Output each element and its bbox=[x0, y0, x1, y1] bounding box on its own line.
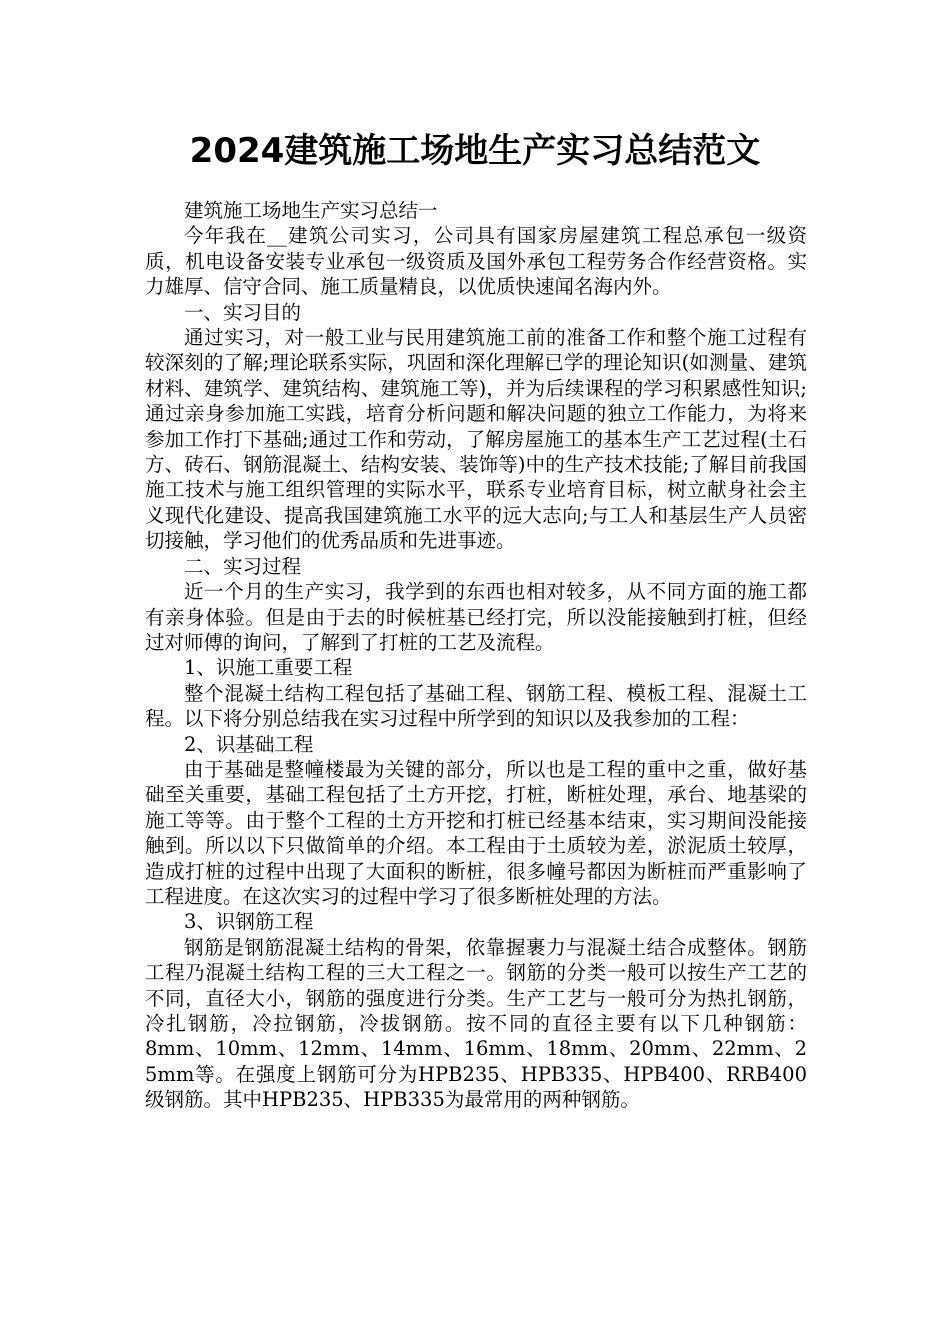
document-body bbox=[145, 198, 807, 1113]
section-heading: 1、识施工重要工程 bbox=[184, 656, 353, 680]
body-paragraph: 整个混凝土结构工程包括了基础工程、钢筋工程、模板工程、混凝土工程。以下将分别总结我在实习过程中所学到的知识以及我参加的工程： bbox=[145, 681, 807, 731]
body-paragraph: 8mm、10mm、12mm、14mm、16mm、18mm、20mm、22mm、25mm等。在强度上钢筋可分为HPB235、HPB335、HPB400、RRB400级钢筋。其中HPB235、HPB335为最常用的两种钢筋。 bbox=[145, 1037, 807, 1112]
section-heading: 一、实习目的 bbox=[184, 300, 302, 324]
body-paragraph: 今年我在__建筑公司实习，公司具有国家房屋建筑工程总承包一级资质，机电设备安装专业承包一级资质及国外承包工程劳务合作经营资格。实力雄厚、信守合同、施工质量精良，以优质快速闻名海内外。 bbox=[145, 224, 807, 299]
body-paragraph: 近一个月的生产实习，我学到的东西也相对较多，从不同方面的施工都有亲身体验。但是由于去的时候桩基已经打完，所以没能接触到打桩，但经过对师傅的询问，了解到了打桩的工艺及流程。 bbox=[145, 580, 807, 654]
section-heading: 建筑施工场地生产实习总结一 bbox=[184, 199, 438, 222]
section-heading: 二、实习过程 bbox=[184, 554, 302, 578]
section-heading: 3、识钢筋工程 bbox=[184, 910, 314, 934]
body-paragraph: 通过实习，对一般工业与民用建筑施工前的准备工作和整个施工过程有较深刻的了解;理论联系实际，巩固和深化理解已学的理论知识(如测量、建筑材料、建筑学、建筑结构、建筑施工等)，并为后续课程的学习积累感性知识;通过亲身参加施工实践，培育分析问题和解决问题的独立工作能力，为将来参加工作打下基础;通过工作和劳动，了解房屋施工的基本生产工艺过程(土石方、砖石、钢筋混凝土、结构安装、装饰等)中的生产技术技能;了解目前我国施工技术与施工组织管理的实际水平，联系专业培育目标，树立献身社会主义现代化建设、提高我国建筑施工水平的远大志向;与工人和基层生产人员密切接触，学习他们的优秀品质和先进事迹。 bbox=[145, 326, 807, 553]
body-paragraph: 钢筋是钢筋混凝土结构的骨架，依靠握裹力与混凝土结合成整体。钢筋工程乃混凝土结构工程的三大工程之一。钢筋的分类一般可以按生产工艺的不同，直径大小，钢筋的强度进行分类。生产工艺与一般可分为热扎钢筋，冷扎钢筋，冷拉钢筋，冷拔钢筋。按不同的直径主要有以下几种钢筋： bbox=[145, 935, 807, 1035]
body-paragraph: 由于基础是整幢楼最为关键的部分，所以也是工程的重中之重，做好基础至关重要，基础工程包括了土方开挖，打桩，断桩处理，承台、地基梁的施工等等。由于整个工程的土方开挖和打桩已经基本结束，实习期间没能接触到。所以以下只做简单的介绍。本工程由于土质较为差，淤泥质土较厚，造成打桩的过程中出现了大面积的断桩，很多幢号都因为断桩而严重影响了工程进度。在这次实习的过程中学习了很多断桩处理的方法。 bbox=[145, 757, 807, 908]
section-heading: 2、识基础工程 bbox=[184, 732, 314, 756]
document-title: 2024建筑施工场地生产实习总结范文 bbox=[189, 131, 761, 171]
